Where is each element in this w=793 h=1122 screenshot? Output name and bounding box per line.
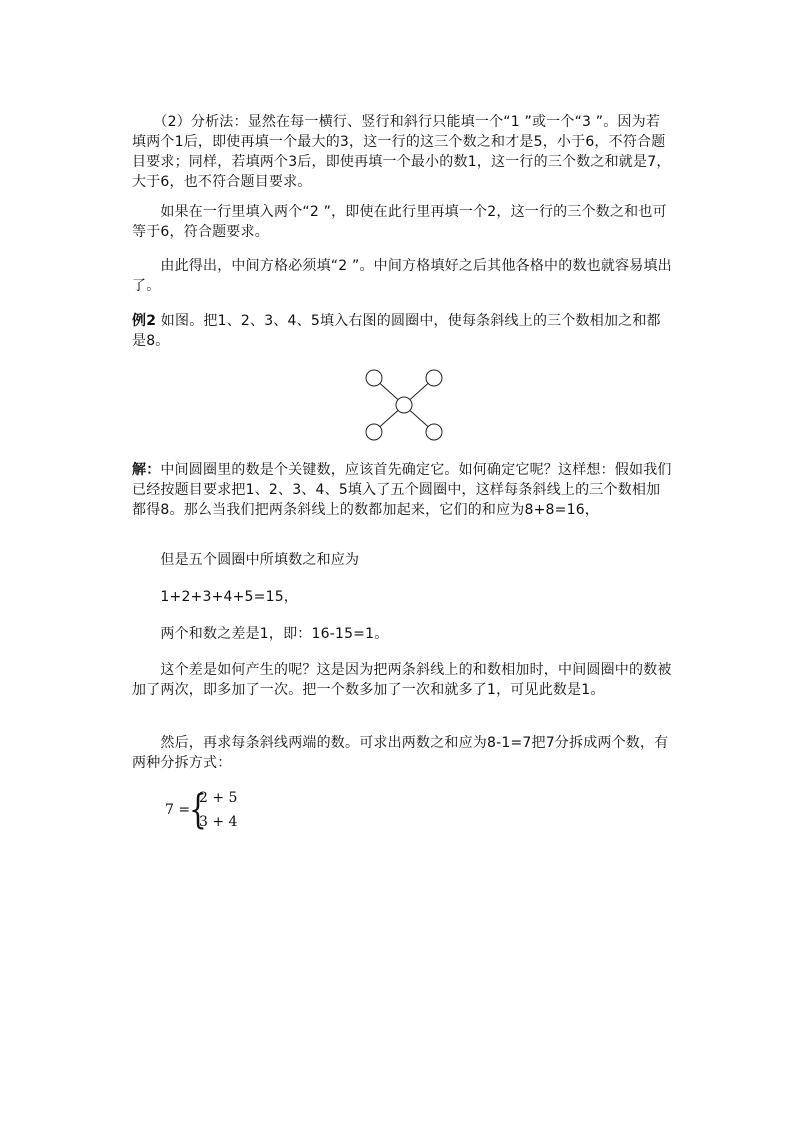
solution-text: 中间圆圈里的数是个关键数，应该首先确定它。如何确定它呢？这样想：假如我们已经按题目要求把1、2、3、4、5填入了五个圆圈中，这样每条斜线上的三个数相加都得8。那么当我们把两条斜线上的数都加起来，它们的和应为8+8=16， <box>132 462 672 518</box>
circle-top-right <box>426 370 442 386</box>
circle-top-left <box>366 370 382 386</box>
example-text: 如图。把1、2、3、4、5填入右图的圆圈中，使每条斜线上的三个数相加之和都是8。 <box>132 313 661 349</box>
paragraph-solution <box>132 460 672 520</box>
split-formula <box>165 788 245 834</box>
paragraph-two-twos: 如果在一行里填入两个“2 ”，即使在此行里再填一个2，这一行的三个数之和也可等于6，符合题要求。 <box>132 204 667 240</box>
formula-row-1: 2 + 5 <box>199 790 238 806</box>
solution-label: 解： <box>132 462 161 478</box>
paragraph-conclusion: 由此得出，中间方格必须填“2 ”。中间方格填好之后其他各格中的数也就容易填出了。 <box>132 258 672 294</box>
paragraph-difference: 两个和数之差是1，即：16-15=1。 <box>132 626 389 642</box>
paragraph-example-2 <box>132 311 672 351</box>
formula-brace: { <box>189 787 207 833</box>
x-circle-diagram <box>362 366 446 446</box>
example-label: 例2 <box>132 313 157 329</box>
paragraph-analysis-method: （2）分析法：显然在每一横行、竖行和斜行只能填一个“1 ”或一个“3 ”。因为若填两个1后，即使再填一个最大的3，这一行的这三个数之和才是5，小于6，不符合题目要求；同样，若填两个3后，即使再填一个最小的数1，这一行的三个数之和就是7，大于6，也不符合题目要求。 <box>132 114 671 190</box>
paragraph-sum-equation: 1+2+3+4+5=15， <box>132 589 299 605</box>
paragraph-sum-intro: 但是五个圆圈中所填数之和应为 <box>132 552 360 568</box>
paragraph-split: 然后，再求每条斜线两端的数。可求出两数之和应为8-1=7把7分拆成两个数，有两种分拆方式： <box>132 735 669 771</box>
formula-row-2: 3 + 4 <box>199 814 238 830</box>
circle-center <box>396 397 412 413</box>
circle-bottom-right <box>426 424 442 440</box>
formula-lhs: 7 = <box>165 802 191 818</box>
paragraph-explanation: 这个差是如何产生的呢？这是因为把两条斜线上的和数相加时，中间圆圈中的数被加了两次，即多加了一次。把一个数多加了一次和就多了1，可见此数是1。 <box>132 662 672 698</box>
circle-bottom-left <box>366 424 382 440</box>
